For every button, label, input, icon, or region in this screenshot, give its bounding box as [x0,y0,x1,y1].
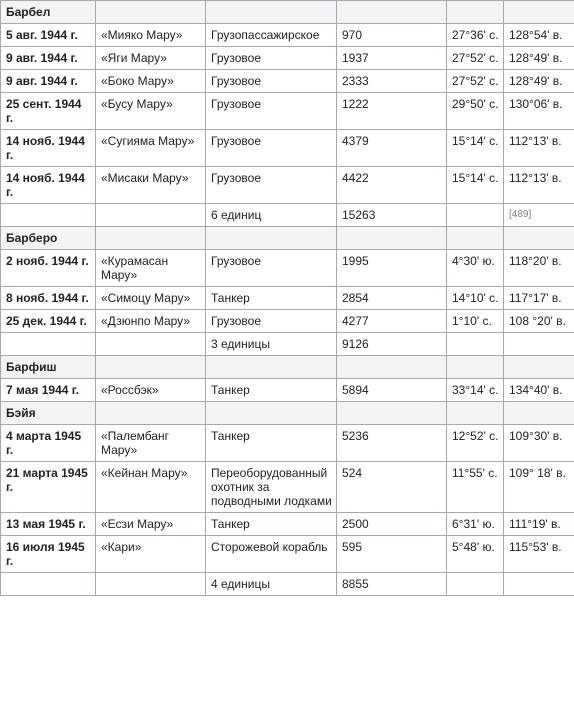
tonnage-cell: 1937 [337,47,447,70]
submarine-name: Бэйя [1,402,96,425]
latitude-cell: 15°14' с. [447,130,504,167]
ship-type-cell: Грузовое [206,47,337,70]
empty-cell [337,227,447,250]
submarine-name: Барфиш [1,356,96,379]
tonnage-cell: 2333 [337,70,447,93]
section-header-row [1,227,574,250]
date-cell: 7 мая 1944 г. [1,379,96,402]
latitude-cell: 33°14' с. [447,379,504,402]
empty-cell [504,227,574,250]
ship-name-cell: «Курамасан Мару» [96,250,206,287]
ship-name-cell: «Бусу Мару» [96,93,206,130]
latitude-cell: 1°10' с. [447,310,504,333]
empty-cell [504,402,574,425]
empty-cell [337,356,447,379]
table-row [1,70,574,93]
tonnage-cell: 4379 [337,130,447,167]
date-cell: 16 июля 1945 г. [1,536,96,573]
table-row [1,250,574,287]
date-cell: 4 марта 1945 г. [1,425,96,462]
tonnage-cell: 2854 [337,287,447,310]
longitude-cell: 111°19' в. [504,513,574,536]
latitude-cell: 12°52' с. [447,425,504,462]
ship-type-cell: Грузовое [206,310,337,333]
ship-type-cell: Сторожевой корабль [206,536,337,573]
latitude-cell: 15°14' с. [447,167,504,204]
empty-cell [206,356,337,379]
longitude-cell: 109° 18' в. [504,462,574,513]
table-row [1,47,574,70]
ship-type-cell: Грузовое [206,250,337,287]
total-units-cell: 3 единицы [206,333,337,356]
empty-cell [206,227,337,250]
ship-name-cell: «Кейнан Мару» [96,462,206,513]
ship-type-cell: Грузовое [206,93,337,130]
longitude-cell: 117°17' в. [504,287,574,310]
table-row [1,130,574,167]
latitude-cell: 11°55' с. [447,462,504,513]
latitude-cell: 4°30' ю. [447,250,504,287]
date-cell: 25 сент. 1944 г. [1,93,96,130]
longitude-cell: 134°40' в. [504,379,574,402]
longitude-cell: 128°54' в. [504,24,574,47]
date-cell: 21 марта 1945 г. [1,462,96,513]
submarine-name: Барбел [1,1,96,24]
date-cell: 5 авг. 1944 г. [1,24,96,47]
total-row [1,333,574,356]
table-row [1,310,574,333]
longitude-cell: 130°06' в. [504,93,574,130]
table-row [1,167,574,204]
date-cell: 13 мая 1945 г. [1,513,96,536]
latitude-cell: 14°10' с. [447,287,504,310]
tonnage-cell: 595 [337,536,447,573]
table-row [1,462,574,513]
total-row [1,204,574,227]
table-row [1,513,574,536]
ship-name-cell: «Боко Мару» [96,70,206,93]
table-row [1,425,574,462]
empty-cell [337,1,447,24]
longitude-cell: 112°13' в. [504,130,574,167]
empty-cell [504,1,574,24]
empty-cell [447,333,504,356]
tonnage-cell: 4277 [337,310,447,333]
latitude-cell: 27°52' с. [447,70,504,93]
longitude-cell: 118°20' в. [504,250,574,287]
empty-cell [96,573,206,596]
longitude-cell: 109°30' в. [504,425,574,462]
empty-cell [206,402,337,425]
ship-type-cell: Танкер [206,287,337,310]
ship-name-cell: «Симоцу Мару» [96,287,206,310]
section-header-row [1,402,574,425]
date-cell: 25 дек. 1944 г. [1,310,96,333]
total-units-cell: 6 единиц [206,204,337,227]
section-header-row [1,356,574,379]
date-cell: 2 нояб. 1944 г. [1,250,96,287]
date-cell: 9 авг. 1944 г. [1,70,96,93]
empty-cell [96,402,206,425]
empty-cell [447,573,504,596]
latitude-cell: 6°31' ю. [447,513,504,536]
empty-cell [447,402,504,425]
empty-cell [96,204,206,227]
total-row [1,573,574,596]
ship-name-cell: «Дзюнпо Мару» [96,310,206,333]
table-row [1,287,574,310]
longitude-cell: 128°49' в. [504,47,574,70]
tonnage-cell: 970 [337,24,447,47]
reference-cell [504,573,574,596]
section-header-row [1,1,574,24]
latitude-cell: 29°50' с. [447,93,504,130]
tonnage-cell: 4422 [337,167,447,204]
ship-name-cell: «Есзи Мару» [96,513,206,536]
ship-name-cell: «Мисаки Мару» [96,167,206,204]
empty-cell [1,204,96,227]
ship-type-cell: Грузовое [206,70,337,93]
total-tonnage-cell: 15263 [337,204,447,227]
submarine-name: Барберо [1,227,96,250]
longitude-cell: 115°53' в. [504,536,574,573]
table-row [1,24,574,47]
ship-name-cell: «Кари» [96,536,206,573]
total-tonnage-cell: 9126 [337,333,447,356]
ship-name-cell: «Мияко Мару» [96,24,206,47]
tonnage-cell: 5894 [337,379,447,402]
empty-cell [337,402,447,425]
total-tonnage-cell: 8855 [337,573,447,596]
empty-cell [447,356,504,379]
tonnage-cell: 524 [337,462,447,513]
latitude-cell: 27°52' с. [447,47,504,70]
longitude-cell: 108 °20' в. [504,310,574,333]
empty-cell [447,227,504,250]
ship-name-cell: «Сугияма Мару» [96,130,206,167]
empty-cell [447,1,504,24]
reference-cell: [489] [504,204,574,227]
table-row [1,93,574,130]
date-cell: 8 нояб. 1944 г. [1,287,96,310]
ship-type-cell: Грузовое [206,130,337,167]
ship-name-cell: «Яги Мару» [96,47,206,70]
empty-cell [1,333,96,356]
empty-cell [96,227,206,250]
empty-cell [1,573,96,596]
tonnage-cell: 1995 [337,250,447,287]
ship-type-cell: Грузопассажирское [206,24,337,47]
tonnage-cell: 1222 [337,93,447,130]
ship-type-cell: Танкер [206,513,337,536]
date-cell: 14 нояб. 1944 г. [1,130,96,167]
empty-cell [447,204,504,227]
table-row [1,536,574,573]
empty-cell [96,333,206,356]
ship-type-cell: Танкер [206,425,337,462]
total-units-cell: 4 единицы [206,573,337,596]
table-row [1,379,574,402]
ship-type-cell: Грузовое [206,167,337,204]
latitude-cell: 5°48' ю. [447,536,504,573]
tonnage-cell: 2500 [337,513,447,536]
longitude-cell: 112°13' в. [504,167,574,204]
empty-cell [206,1,337,24]
reference-cell [504,333,574,356]
latitude-cell: 27°36' с. [447,24,504,47]
ship-name-cell: «Россбэк» [96,379,206,402]
ship-name-cell: «Палембанг Мару» [96,425,206,462]
date-cell: 14 нояб. 1944 г. [1,167,96,204]
empty-cell [504,356,574,379]
empty-cell [96,1,206,24]
empty-cell [96,356,206,379]
ship-type-cell: Танкер [206,379,337,402]
longitude-cell: 128°49' в. [504,70,574,93]
tonnage-cell: 5236 [337,425,447,462]
date-cell: 9 авг. 1944 г. [1,47,96,70]
ship-type-cell: Переоборудованный охотник за подводными лодками [206,462,337,513]
